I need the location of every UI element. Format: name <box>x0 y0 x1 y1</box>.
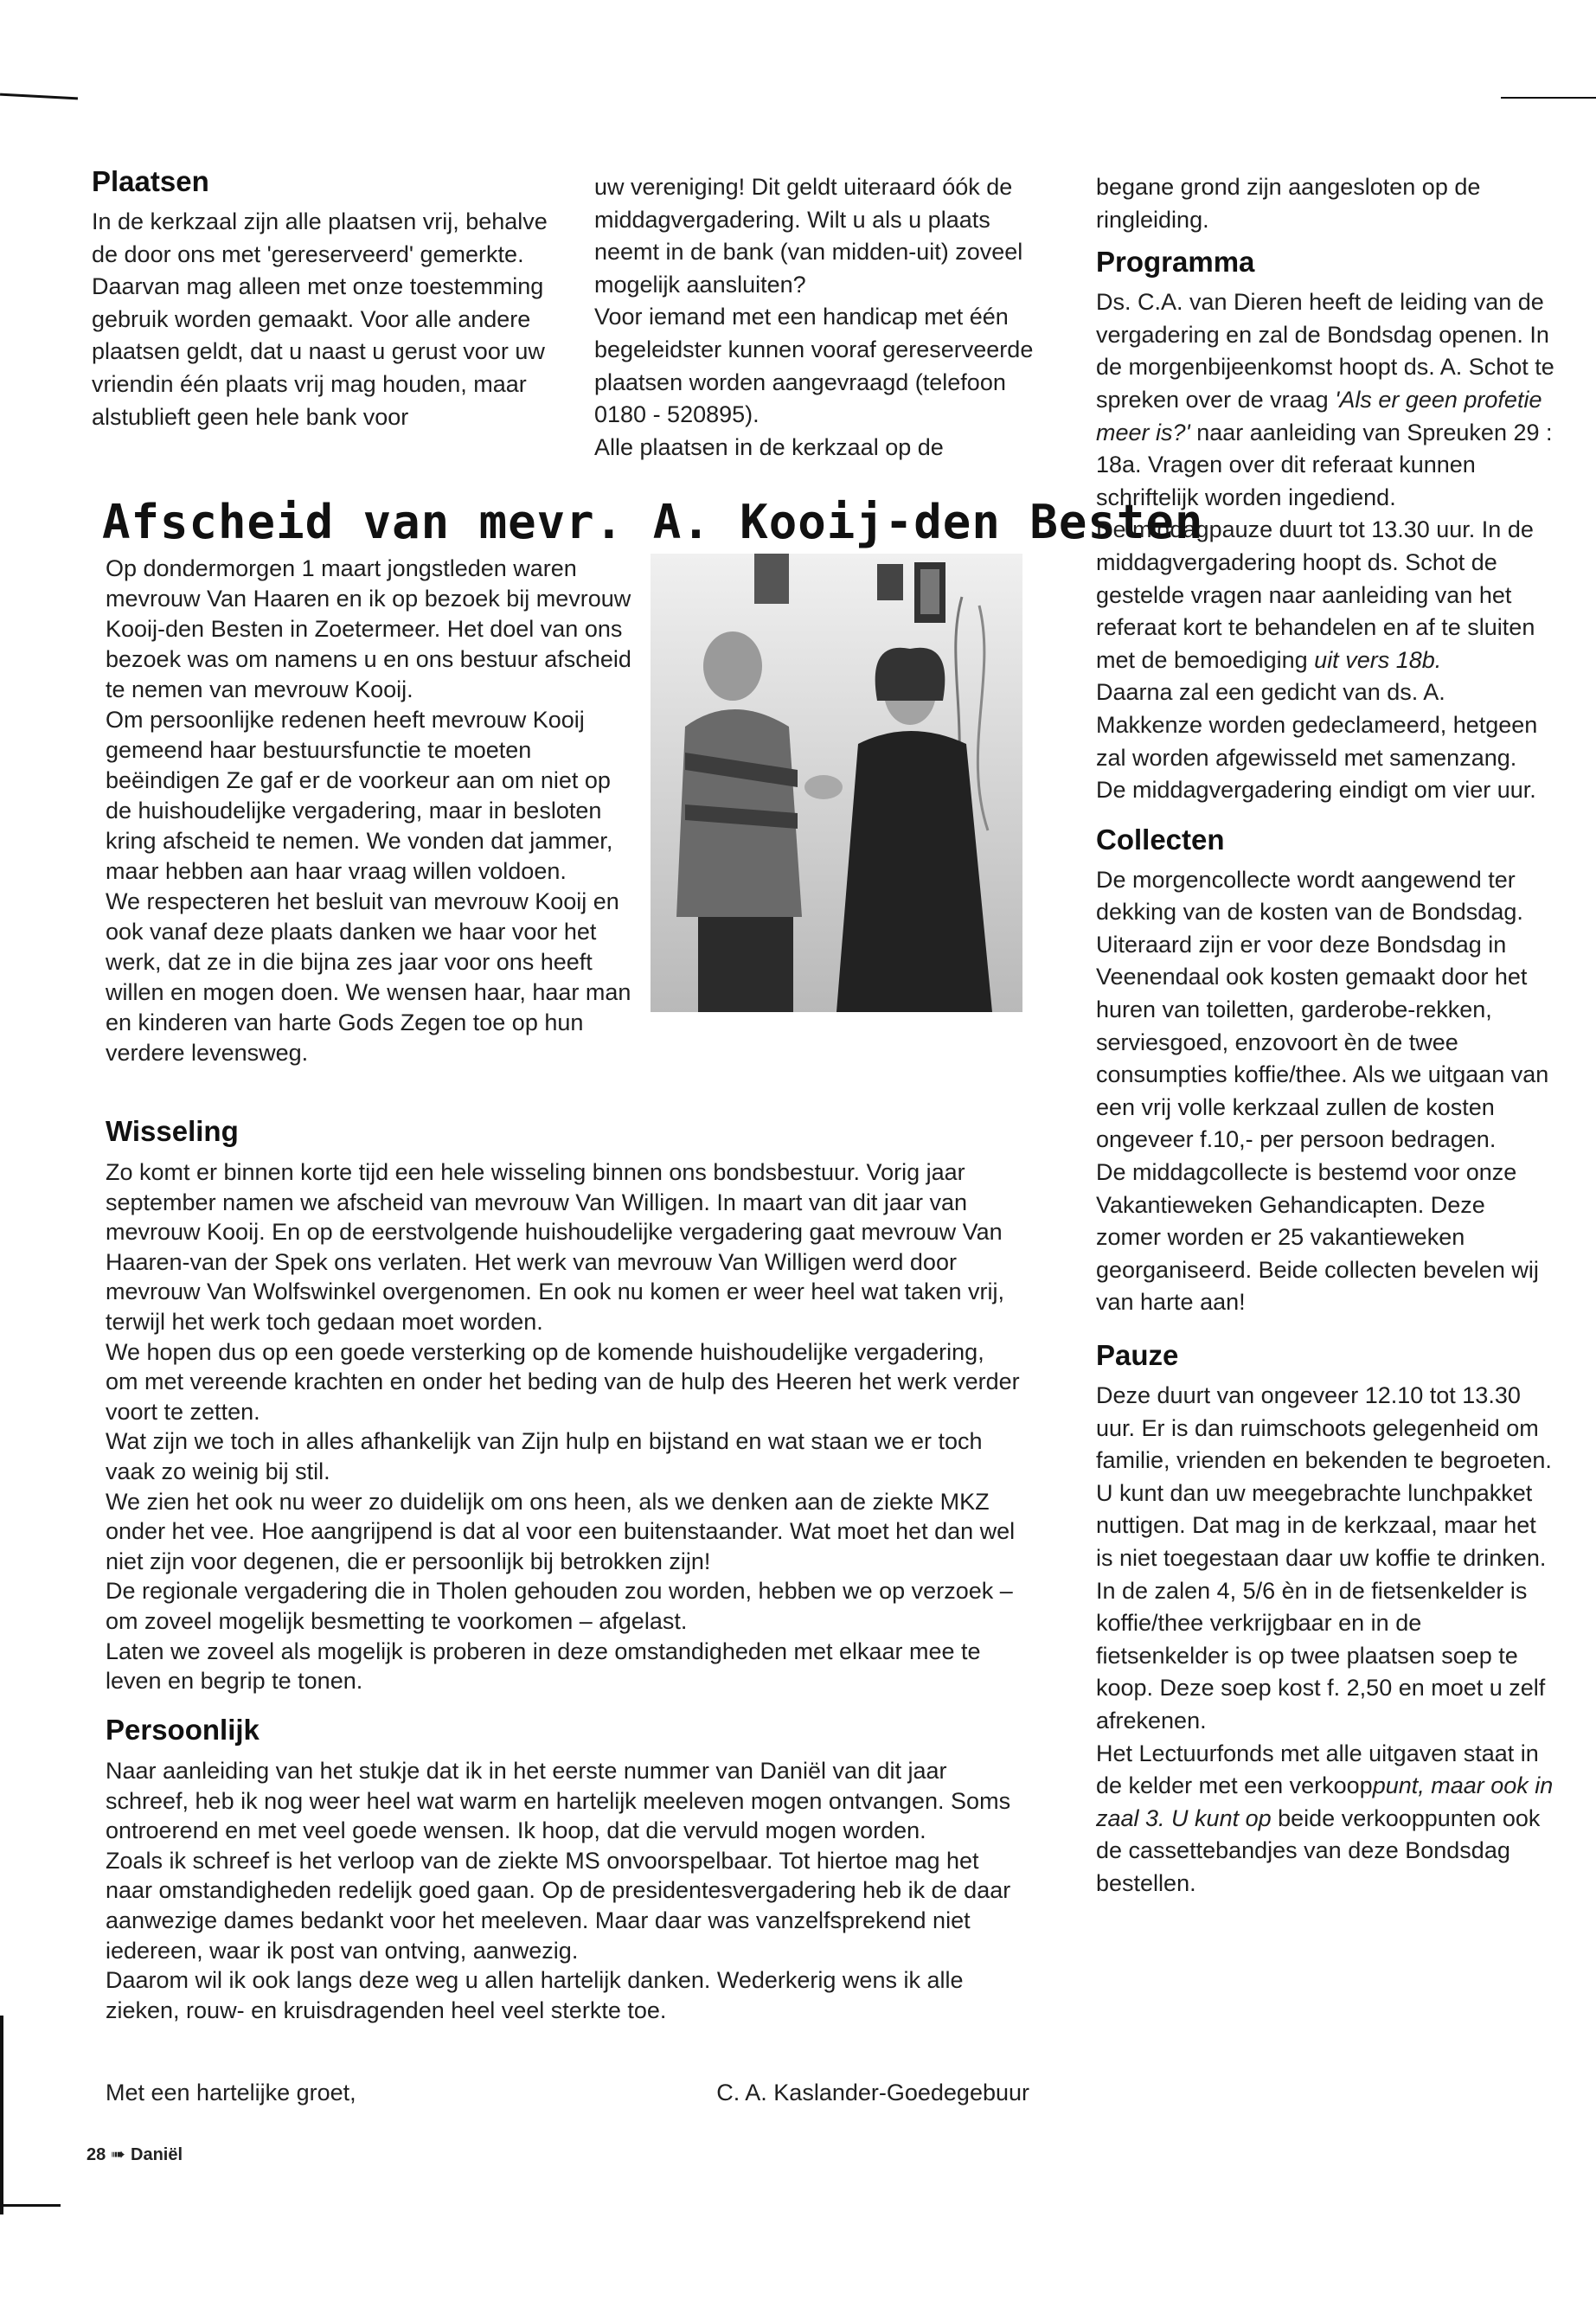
author-signature: C. A. Kaslander-Goedegebuur <box>716 2080 1029 2106</box>
wisseling-p5: De regionale vergadering die in Tholen gehouden zou worden, hebben we op verzoek – om zoveel mogelijk besmetting te voorkomen – afgelast. <box>106 1578 1013 1634</box>
column-right <box>1096 171 1554 1900</box>
section-persoonlijk <box>106 1713 1022 2025</box>
heading-collecten: Collecten <box>1096 823 1225 856</box>
wisseling-p4: We zien het ook nu weer zo duidelijk om ons heen, als we denken aan de ziekte MKZ onder het vee. Hoe aangrijpend is dat al voor een buitenstaander. Wat moet het dan wel niet zijn voor degenen, die er persoonlijk bij betrokken zijn! <box>106 1488 1016 1574</box>
column-plaatsen <box>92 164 559 433</box>
heading-persoonlijk: Persoonlijk <box>106 1714 260 1746</box>
section-wisseling <box>106 1114 1022 1696</box>
closing-greeting: Met een hartelijke groet, <box>106 2080 356 2106</box>
heading-plaatsen: Plaatsen <box>92 165 209 197</box>
collecten-p2: De middagcollecte is bestemd voor onze Vakantieweken Gehandicapten. Deze zomer worden er 25 vakantieweken georganiseerd. Beide collecten bevelen wij van harte aan! <box>1096 1159 1539 1316</box>
scan-edge-top-right <box>1501 97 1596 99</box>
heading-wisseling: Wisseling <box>106 1115 239 1147</box>
page-footer <box>87 2144 183 2165</box>
persoonlijk-p1: Naar aanleiding van het stukje dat ik in het eerste nummer van Daniël van dit jaar schreef, heb ik nog weer heel wat warm en hartelijk meeleven mogen ontvangen. Soms ontroerend en met veel goede wensen. Ik hoop, dat die vervuld mogen worden. <box>106 1758 1011 1844</box>
article-title: Afscheid van mevr. A. Kooij-den Besten <box>102 495 1204 549</box>
wisseling-p1: Zo komt er binnen korte tijd een hele wisseling binnen ons bondsbestuur. Vorig jaar september namen we afscheid van mevrouw Van Willigen. In maart van dit jaar van mevrouw Kooij. En op de eerstvolgende huishoudelijke vergadering gaat mevrouw Van Haaren-van der Spek ons verlaten. Het werk van mevrouw Van Willigen werd door mevrouw Van Wolfswinkel overgenomen. En ook nu komen er weer heel wat taken vrij, terwijl het werk toch gedaan moet worden. <box>106 1159 1004 1335</box>
plaatsen-continued-text: uw vereniging! Dit geldt uiteraard óók de middagvergadering. Wilt u als u plaats neemt in de bank (van midden-uit) zoveel mogelijk aansluiten? <box>594 174 1023 298</box>
pauze-p1: Deze duurt van ongeveer 12.10 tot 13.30 uur. Er is dan ruimschoots gelegenheid om familie, vrienden en bekenden te begroeten. U kunt dan uw meegebrachte lunchpakket nuttigen. Dat mag in de kerkzaal, maar het is niet toegestaan daar uw koffie te drinken. In de zalen 4, 5/6 èn in de fietsenkelder is koffie/thee verkrijgbaar en in de fietsenkelder is op twee plaatsen soep te koop. Deze soep kost f. 2,50 en moet u zelf afrekenen. <box>1096 1382 1552 1734</box>
magazine-name: Daniël <box>131 2145 183 2164</box>
intro-p2: Om persoonlijke redenen heeft mevrouw Kooij gemeend haar bestuursfunctie te moeten beëindigen Ze gaf er de voorkeur aan om niet op de huishoudelijke vergadering, maar in besloten kring afscheid te nemen. We vonden dat jammer, maar hebben aan haar vraag willen voldoen. <box>106 707 613 884</box>
ringleiding-text: begane grond zijn aangesloten op de ringleiding. <box>1096 174 1481 233</box>
programma-p2: De middagpauze duurt tot 13.30 uur. In de middagvergadering hoopt ds. Schot de gestelde vragen naar aanleiding van het referaat kort te behandelen en af te sluiten met de bemoediging uit vers 18b. <box>1096 516 1535 673</box>
arrow-icon: ➠ <box>111 2145 126 2164</box>
scan-edge-bottom-left <box>0 2204 61 2207</box>
wisseling-p3: Wat zijn we toch in alles afhankelijk van Zijn hulp en bijstand en wat staan we er toch vaak zo weinig bij stil. <box>106 1428 983 1484</box>
heading-pauze: Pauze <box>1096 1339 1179 1371</box>
scan-edge-top-left <box>0 93 78 100</box>
persoonlijk-p3: Daarom wil ik ook langs deze weg u allen hartelijk danken. Wederkerig wens ik alle zieken, rouw- en kruisdragenden heel veel sterkte toe. <box>106 1967 964 2023</box>
programma-p4: De middagvergadering eindigt om vier uur. <box>1096 777 1536 804</box>
farewell-photo <box>651 554 1022 1012</box>
persoonlijk-p2: Zoals ik schreef is het verloop van de ziekte MS onvoorspelbaar. Tot hiertoe mag het naar omstandigheden redelijk goed gaan. Op de presidentesvergadering heb ik de daar aanwezige dames bedankt voor het meeleven. Maar daar was vanzelfsprekend niet iedereen, waar ik post van ontving, aanwezig. <box>106 1847 1011 1964</box>
intro-p3: We respecteren het besluit van mevrouw Kooij en ook vanaf deze plaats danken we haar voor het werk, dat ze in die bijna zes jaar voor ons heeft willen en mogen doen. We wensen haar, haar man en kinderen van harte Gods Zegen toe op hun verdere levensweg. <box>106 888 631 1066</box>
wisseling-p6: Laten we zoveel als mogelijk is proberen in deze omstandigheden met elkaar mee te leven en begrip te tonen. <box>106 1638 981 1695</box>
scan-edge-left <box>0 2016 3 2214</box>
article-intro <box>106 554 1022 1068</box>
heading-programma: Programma <box>1096 246 1255 279</box>
intro-p1: Op dondermorgen 1 maart jongstleden waren mevrouw Van Haaren en ik op bezoek bij mevrouw Kooij-den Besten in Zoetermeer. Het doel van ons bezoek was om namens u en ons bestuur afscheid te nemen van mevrouw Kooij. <box>106 555 631 702</box>
plaatsen-text: In de kerkzaal zijn alle plaatsen vrij, behalve de door ons met 'gereserveerd' gemerkte. Daarvan mag alleen met onze toestemming gebruik worden gemaakt. Voor alle andere plaatsen geldt, dat u naast u gerust voor uw vriendin één plaats vrij mag houden, maar alstublieft geen hele bank voor <box>92 208 548 430</box>
kerkzaal-text: Alle plaatsen in de kerkzaal op de <box>594 433 944 460</box>
column-plaatsen-continued <box>594 171 1044 464</box>
collecten-p1: De morgencollecte wordt aangewend ter dekking van de kosten van de Bondsdag. Uiteraard zijn er voor deze Bondsdag in Veenendaal ook kosten gemaakt door het huren van toiletten, garderobe-rekken, serviesgoed, enzovoort èn de twee consumpties koffie/thee. Als we uitgaan van een vrij volle kerkzaal zullen de kosten ongeveer f.10,- per persoon bedragen. <box>1096 866 1549 1153</box>
programma-p1: Ds. C.A. van Dieren heeft de leiding van de vergadering en zal de Bondsdag openen. In de morgenbijeenkomst hoopt ds. A. Schot te spreken over de vraag 'Als er geen profetie meer is?' naar aanleiding van Spreuken 29 : 18a. Vragen over dit referaat kunnen schriftelijk worden ingediend. <box>1096 289 1554 510</box>
wisseling-p2: We hopen dus op een goede versterking op de komende huishoudelijke vergadering, om met vereende krachten en onder het beding van de hulp des Heeren het werk verder voort te zetten. <box>106 1338 1020 1425</box>
handicap-text: Voor iemand met een handicap met één begeleidster kunnen vooraf gereserveerde plaatsen worden aangevraagd (telefoon 0180 - 520895). <box>594 304 1034 428</box>
programma-p3: Daarna zal een gedicht van ds. A. Makkenze worden gedeclameerd, hetgeen zal worden afgewisseld met samenzang. <box>1096 679 1538 771</box>
pauze-p2: Het Lectuurfonds met alle uitgaven staat in de kelder met een verkooppunt, maar ook in zaal 3. U kunt op beide verkooppunten ook de cassettebandjes van deze Bondsdag bestellen. <box>1096 1740 1554 1896</box>
page-number: 28 <box>87 2145 106 2164</box>
